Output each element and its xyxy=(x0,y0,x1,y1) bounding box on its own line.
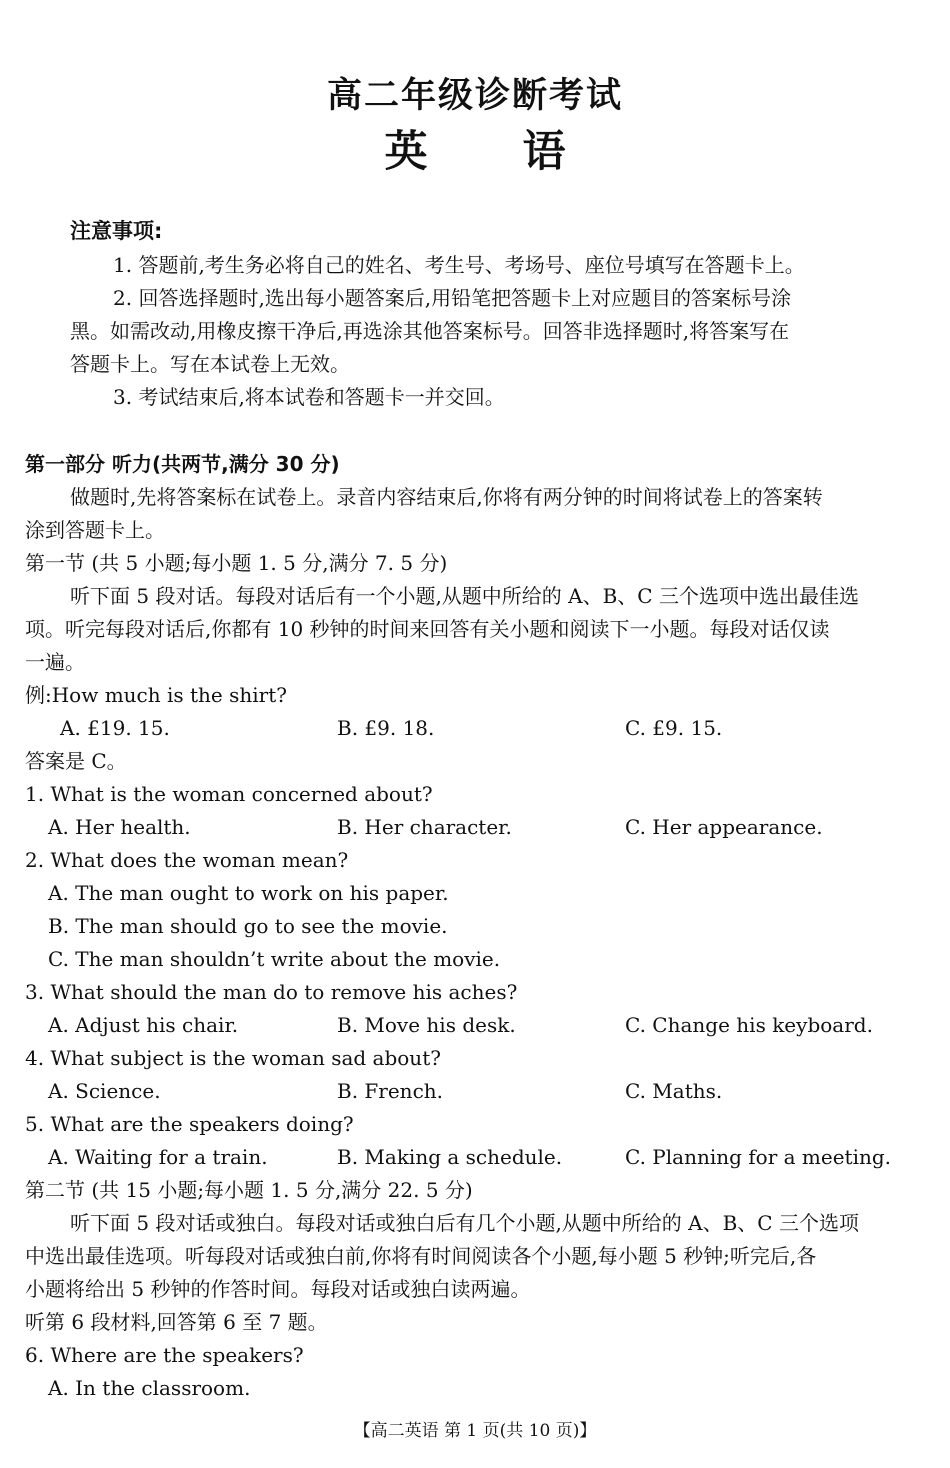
part1-intro-line-1: 做题时,先将答案标在试卷上。录音内容结束后,你将有两分钟的时间将试卷上的答案转 xyxy=(70,485,823,509)
question-4: 4. What subject is the woman sad about? xyxy=(25,1046,441,1070)
question-5: 5. What are the speakers doing? xyxy=(25,1112,354,1136)
section2-instr-line-1: 听下面 5 段对话或独白。每段对话或独白后有几个小题,从题中所给的 A、B、C 三个选项 xyxy=(70,1211,859,1235)
exam-title: 高二年级诊断考试 xyxy=(326,76,623,116)
question-4-option-c: C. Maths. xyxy=(625,1079,723,1103)
question-2-option-b: B. The man should go to see the movie. xyxy=(48,914,448,938)
section2-heading: 第二节 (共 15 小题;每小题 1. 5 分,满分 22. 5 分) xyxy=(25,1178,473,1202)
question-2-option-a: A. The man ought to work on his paper. xyxy=(48,881,449,905)
question-3-option-c: C. Change his keyboard. xyxy=(625,1013,873,1037)
example-answer: 答案是 C。 xyxy=(25,749,127,773)
question-5-option-b: B. Making a schedule. xyxy=(337,1145,563,1169)
question-6-option-a: A. In the classroom. xyxy=(48,1376,251,1400)
page-footer: 【高二英语 第 1 页(共 10 页)】 xyxy=(353,1421,597,1441)
question-2-option-c: C. The man shouldn’t write about the movie. xyxy=(48,947,501,971)
notice-heading: 注意事项: xyxy=(70,219,163,243)
section2-instr-line-3: 小题将给出 5 秒钟的作答时间。每段对话或独白读两遍。 xyxy=(25,1277,531,1301)
example-option-a: A. £19. 15. xyxy=(60,716,170,740)
example-option-b: B. £9. 18. xyxy=(337,716,435,740)
question-6: 6. Where are the speakers? xyxy=(25,1343,304,1367)
question-1-option-a: A. Her health. xyxy=(48,815,191,839)
notice-item-2-line-3: 答题卡上。写在本试卷上无效。 xyxy=(70,352,350,376)
section2-instr-line-2: 中选出最佳选项。听每段对话或独白前,你将有时间阅读各个小题,每小题 5 秒钟;听完后,各 xyxy=(25,1244,817,1268)
notice-item-2-line-1: 2. 回答选择题时,选出每小题答案后,用铅笔把答题卡上对应题目的答案标号涂 xyxy=(113,286,792,310)
notice-item-3: 3. 考试结束后,将本试卷和答题卡一并交回。 xyxy=(113,385,505,409)
exam-subject: 英 语 xyxy=(384,127,566,177)
question-4-option-b: B. French. xyxy=(337,1079,444,1103)
question-5-option-c: C. Planning for a meeting. xyxy=(625,1145,892,1169)
question-5-option-a: A. Waiting for a train. xyxy=(48,1145,268,1169)
example-question: 例:How much is the shirt? xyxy=(25,683,287,707)
section1-instr-line-2: 项。听完每段对话后,你都有 10 秒钟的时间来回答有关小题和阅读下一小题。每段对话仅读 xyxy=(25,617,830,641)
part1-heading: 第一部分 听力(共两节,满分 30 分) xyxy=(25,452,340,476)
question-1-option-c: C. Her appearance. xyxy=(625,815,823,839)
question-3-option-b: B. Move his desk. xyxy=(337,1013,516,1037)
notice-item-1: 1. 答题前,考生务必将自己的姓名、考生号、考场号、座位号填写在答题卡上。 xyxy=(113,253,805,277)
question-1-option-b: B. Her character. xyxy=(337,815,512,839)
part1-intro-line-2: 涂到答题卡上。 xyxy=(25,518,165,542)
section1-heading: 第一节 (共 5 小题;每小题 1. 5 分,满分 7. 5 分) xyxy=(25,551,448,575)
question-2: 2. What does the woman mean? xyxy=(25,848,349,872)
section1-instr-line-1: 听下面 5 段对话。每段对话后有一个小题,从题中所给的 A、B、C 三个选项中选出最佳选 xyxy=(70,584,859,608)
notice-item-2-line-2: 黑。如需改动,用橡皮擦干净后,再选涂其他答案标号。回答非选择题时,将答案写在 xyxy=(70,319,790,343)
example-option-c: C. £9. 15. xyxy=(625,716,723,740)
question-3-option-a: A. Adjust his chair. xyxy=(48,1013,239,1037)
section1-instr-line-3: 一遍。 xyxy=(25,650,85,674)
question-4-option-a: A. Science. xyxy=(48,1079,161,1103)
question-1: 1. What is the woman concerned about? xyxy=(25,782,433,806)
question-3: 3. What should the man do to remove his aches? xyxy=(25,980,518,1004)
material-6-instruction: 听第 6 段材料,回答第 6 至 7 题。 xyxy=(25,1310,328,1334)
